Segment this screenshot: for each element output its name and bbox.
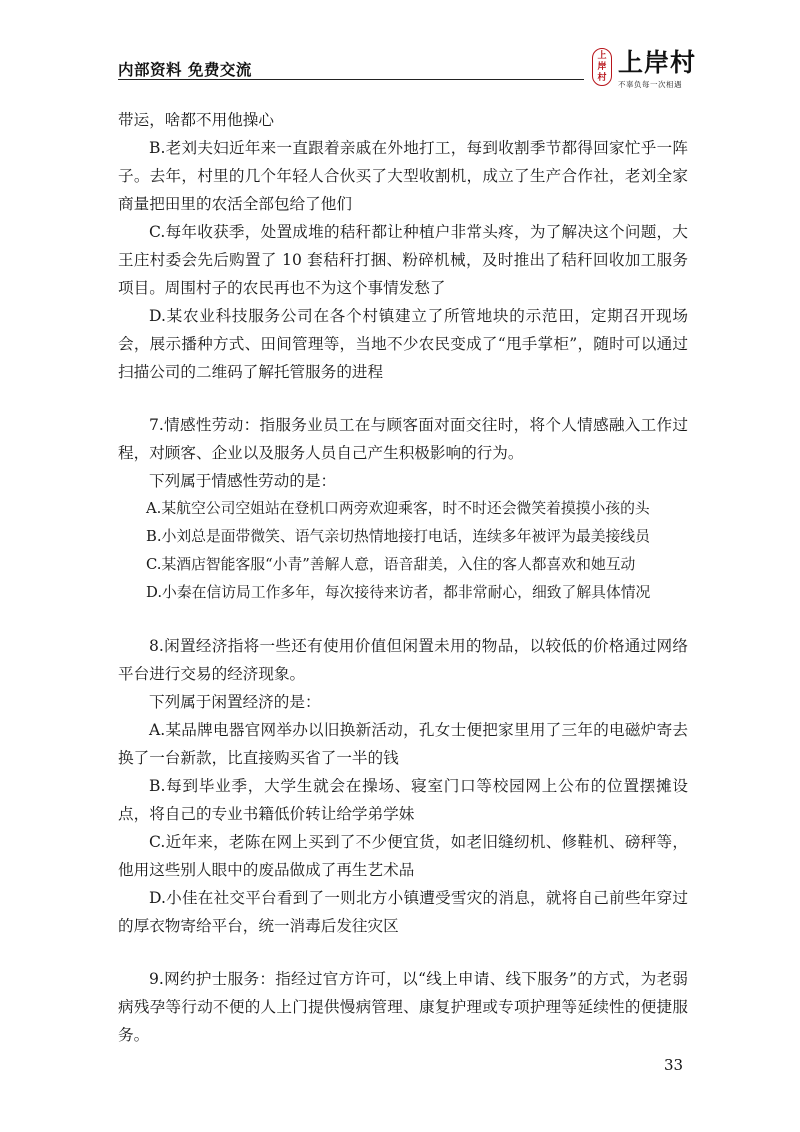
seal-char: 村: [597, 72, 607, 83]
section-gap: [118, 607, 688, 632]
header-rule: [118, 79, 584, 80]
brand-slogan: 不辜负每一次相遇: [618, 80, 682, 89]
q6-option-b: B.老刘夫妇近年来一直跟着亲戚在外地打工，每到收割季节都得回家忙乎一阵子。去年，村里的几个年轻人合伙买了大型收割机，成立了生产合作社，老刘全家商量把田里的农活全部包给了他们: [118, 139, 688, 213]
seal-char: 岸: [597, 61, 607, 72]
q8-prompt: 下列属于闲置经济的是：: [149, 693, 321, 711]
q6-continuation: 带运，啥都不用他操心: [118, 111, 274, 129]
q7-option-c: C.某酒店智能客服“小青”善解人意，语音甜美，入住的客人都喜欢和她互动: [146, 556, 636, 573]
q6-option-d: D.某农业科技服务公司在各个村镇建立了所管地块的示范田，定期召开现场会，展示播种方式、田间管理等，当地不少农民变成了“甩手掌柜”，随时可以通过扫描公司的二维码了解托管服务的进程: [118, 307, 688, 381]
q9-definition: 9.网约护士服务：指经过官方许可，以“线上申请、线下服务”的方式，为老弱病残孕等行动不便的人上门提供慢病管理、康复护理或专项护理等延续性的便捷服务。: [118, 970, 688, 1044]
q8-option-d: D.小佳在社交平台看到了一则北方小镇遭受雪灾的消息，就将自己前些年穿过的厚衣物寄给平台，统一消毒后发往灾区: [118, 889, 688, 935]
brand-logo: [588, 46, 708, 96]
q7-option-d: D.小秦在信访局工作多年，每次接待来访者，都非常耐心，细致了解具体情况: [146, 584, 651, 601]
section-gap: [118, 386, 688, 411]
page-content: [118, 106, 688, 1049]
seal-char: 上: [597, 50, 607, 61]
q8-option-b: B.每到毕业季，大学生就会在操场、寝室门口等校园网上公布的位置摆摊设点，将自己的专业书籍低价转让给学弟学妹: [118, 777, 688, 823]
q8-option-c: C.近年来，老陈在网上买到了不少便宜货，如老旧缝纫机、修鞋机、磅秤等，他用这些别人眼中的废品做成了再生艺术品: [118, 833, 688, 879]
section-gap: [118, 940, 688, 965]
q7-definition: 7.情感性劳动：指服务业员工在与顾客面对面交往时，将个人情感融入工作过程，对顾客、企业以及服务人员自己产生积极影响的行为。: [118, 416, 688, 462]
q6-option-c: C.每年收获季，处置成堆的秸秆都让种植户非常头疼，为了解决这个问题，大王庄村委会先后购置了 10 套秸秆打捆、粉碎机械，及时推出了秸秆回收加工服务项目。周围村子的农民再也不为这个事情发愁了: [118, 223, 688, 297]
page-number: 33: [664, 1056, 684, 1074]
page-header: [118, 46, 702, 96]
q7-option-a: A.某航空公司空姐站在登机口两旁欢迎乘客，时不时还会微笑着摸摸小孩的头: [146, 500, 650, 517]
brand-name: 上岸村: [618, 48, 697, 77]
q8-option-a: A.某品牌电器官网举办以旧换新活动，孔女士便把家里用了三年的电磁炉寄去换了一台新款，比直接购买省了一半的钱: [118, 721, 688, 767]
header-title: 内部资料 免费交流: [118, 61, 252, 79]
q7-option-b: B.小刘总是面带微笑、语气亲切热情地接打电话，连续多年被评为最美接线员: [146, 528, 650, 545]
q7-prompt: 下列属于情感性劳动的是：: [149, 472, 337, 490]
logo-seal-icon: [592, 48, 612, 86]
q8-definition: 8.闲置经济指将一些还有使用价值但闲置未用的物品，以较低的价格通过网络平台进行交易的经济现象。: [118, 637, 688, 683]
